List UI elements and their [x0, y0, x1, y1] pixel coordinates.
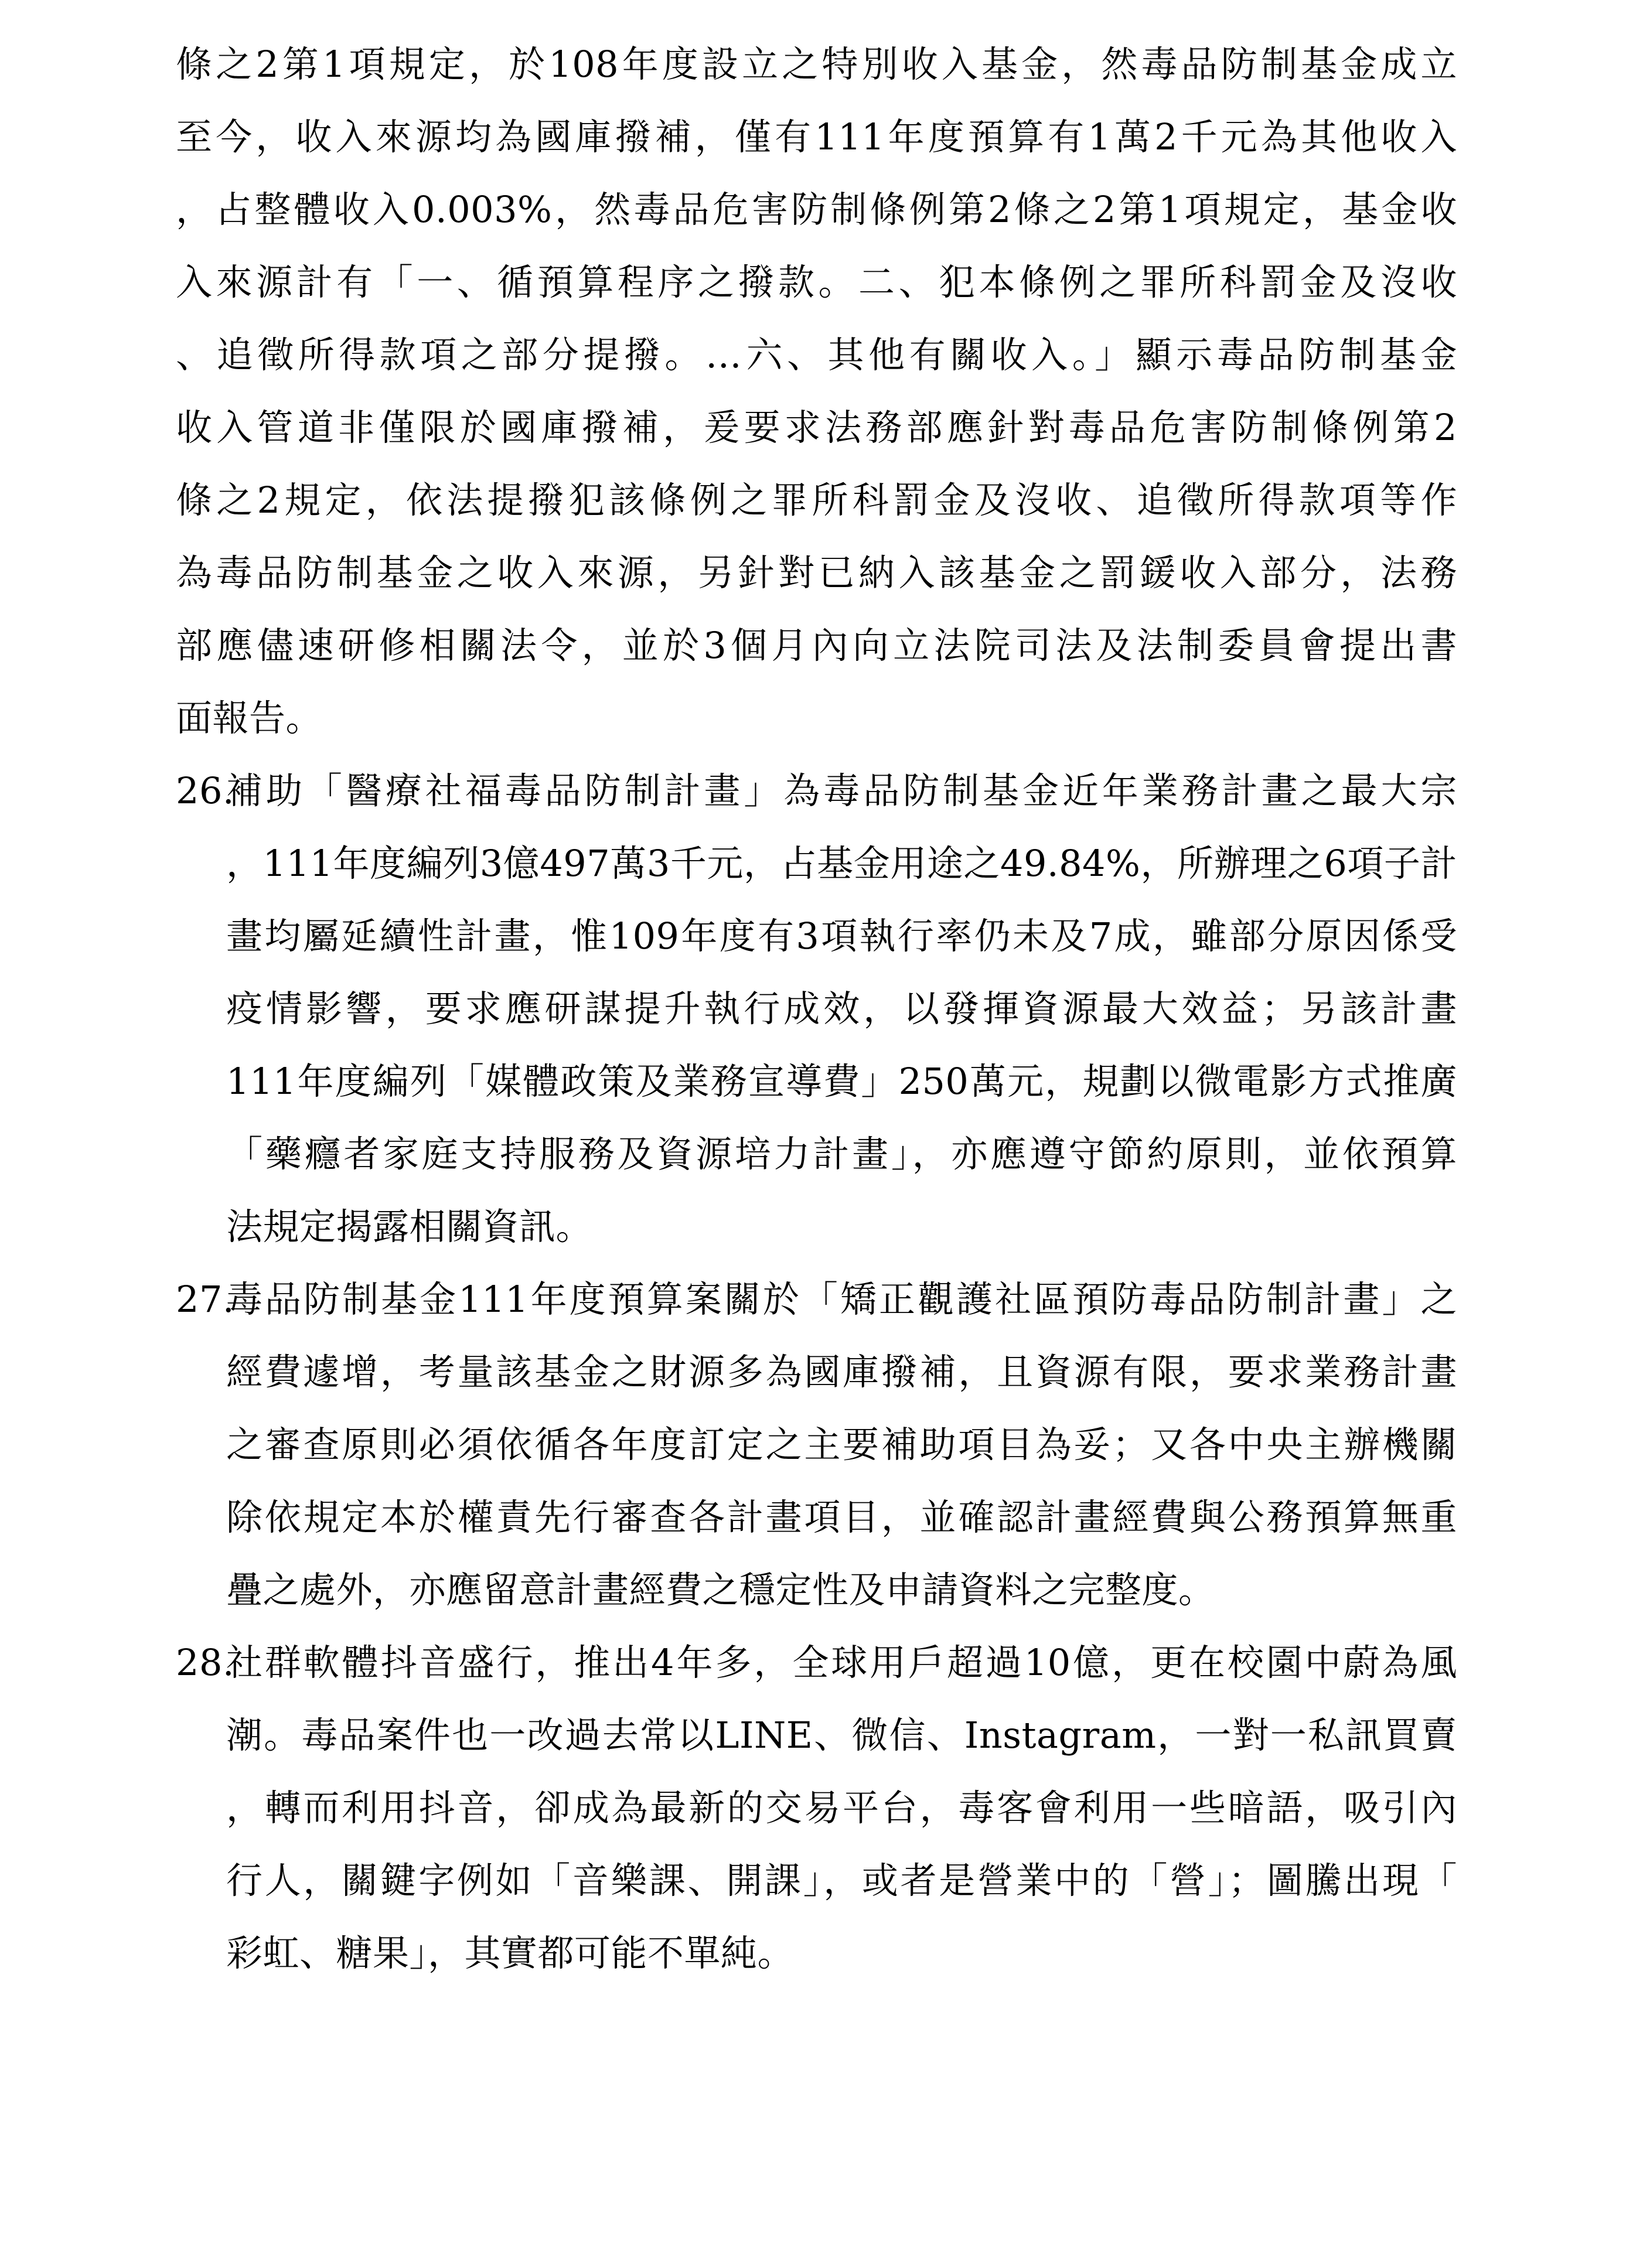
text-line: 社群軟體抖音盛行，推出4年多，全球用戶超過10億，更在校園中蔚為風 [226, 1641, 1457, 1684]
text-line: 、追徵所得款項之部分提撥。…六、其他有關收入。」顯示毒品防制基金 [176, 333, 1457, 376]
text-line: ，轉而利用抖音，卻成為最新的交易平台，毒客會利用一些暗語，吸引內 [226, 1786, 1457, 1829]
text-line: 除依規定本於權責先行審查各計畫項目，並確認計畫經費與公務預算無重 [226, 1496, 1457, 1539]
text-line: 疊之處外，亦應留意計畫經費之穩定性及申請資料之完整度。 [226, 1568, 1215, 1611]
paragraph-text [226, 755, 1457, 1263]
text-line: 至今，收入來源均為國庫撥補，僅有111年度預算有1萬2千元為其他收入 [176, 115, 1457, 158]
text-line: 畫均屬延續性計畫，惟109年度有3項執行率仍未及7成，雖部分原因係受 [226, 915, 1457, 957]
paragraph-number: 26. [176, 769, 235, 812]
text-line: 法規定揭露相關資訊。 [226, 1205, 593, 1248]
text-line: 經費遽增，考量該基金之財源多為國庫撥補，且資源有限，要求業務計畫 [226, 1350, 1457, 1393]
paragraph-continuation [176, 28, 1457, 755]
text-line: 「藥癮者家庭支持服務及資源培力計畫」，亦應遵守節約原則，並依預算 [226, 1133, 1457, 1175]
text-line: 毒品防制基金111年度預算案關於「矯正觀護社區預防毒品防制計畫」之 [226, 1278, 1457, 1321]
document-body [176, 28, 1457, 1990]
text-line: ，占整體收入0.003%，然毒品危害防制條例第2條之2第1項規定，基金收 [176, 188, 1457, 231]
paragraph-item-26 [176, 755, 1457, 1263]
paragraph-number: 27. [176, 1278, 235, 1321]
paragraph-item-28 [176, 1626, 1457, 1990]
paragraph-text [226, 1263, 1457, 1626]
text-line: 入來源計有「一、循預算程序之撥款。二、犯本條例之罪所科罰金及沒收 [176, 261, 1457, 303]
text-line: 行人，關鍵字例如「音樂課、開課」，或者是營業中的「營」；圖騰出現「 [226, 1859, 1457, 1902]
text-line: 彩虹、糖果」，其實都可能不單純。 [226, 1932, 795, 1974]
text-line: 部應儘速研修相關法令，並於3個月內向立法院司法及法制委員會提出書 [176, 624, 1457, 667]
text-line: 條之2第1項規定，於108年度設立之特別收入基金，然毒品防制基金成立 [176, 43, 1457, 86]
paragraph-number: 28. [176, 1641, 235, 1684]
text-line: 之審查原則必須依循各年度訂定之主要補助項目為妥；又各中央主辦機關 [226, 1423, 1457, 1466]
text-line: 條之2規定，依法提撥犯該條例之罪所科罰金及沒收、追徵所得款項等作 [176, 479, 1457, 521]
text-line: 面報告。 [176, 697, 323, 739]
paragraph-text [226, 1626, 1457, 1990]
text-line: 為毒品防制基金之收入來源，另針對已納入該基金之罰鍰收入部分，法務 [176, 551, 1457, 594]
paragraph-text [176, 28, 1457, 755]
text-line: 疫情影響，要求應研謀提升執行成效，以發揮資源最大效益；另該計畫 [226, 987, 1457, 1030]
text-line: 潮。毒品案件也一改過去常以LINE、微信、Instagram，一對一私訊買賣 [226, 1714, 1457, 1757]
text-line: 補助「醫療社福毒品防制計畫」為毒品防制基金近年業務計畫之最大宗 [226, 769, 1457, 812]
text-line: ，111年度編列3億497萬3千元，占基金用途之49.84%，所辦理之6項子計 [226, 842, 1457, 885]
text-line: 收入管道非僅限於國庫撥補，爰要求法務部應針對毒品危害防制條例第2 [176, 406, 1457, 449]
text-line: 111年度編列「媒體政策及業務宣導費」250萬元，規劃以微電影方式推廣 [226, 1060, 1457, 1103]
paragraph-item-27 [176, 1263, 1457, 1626]
